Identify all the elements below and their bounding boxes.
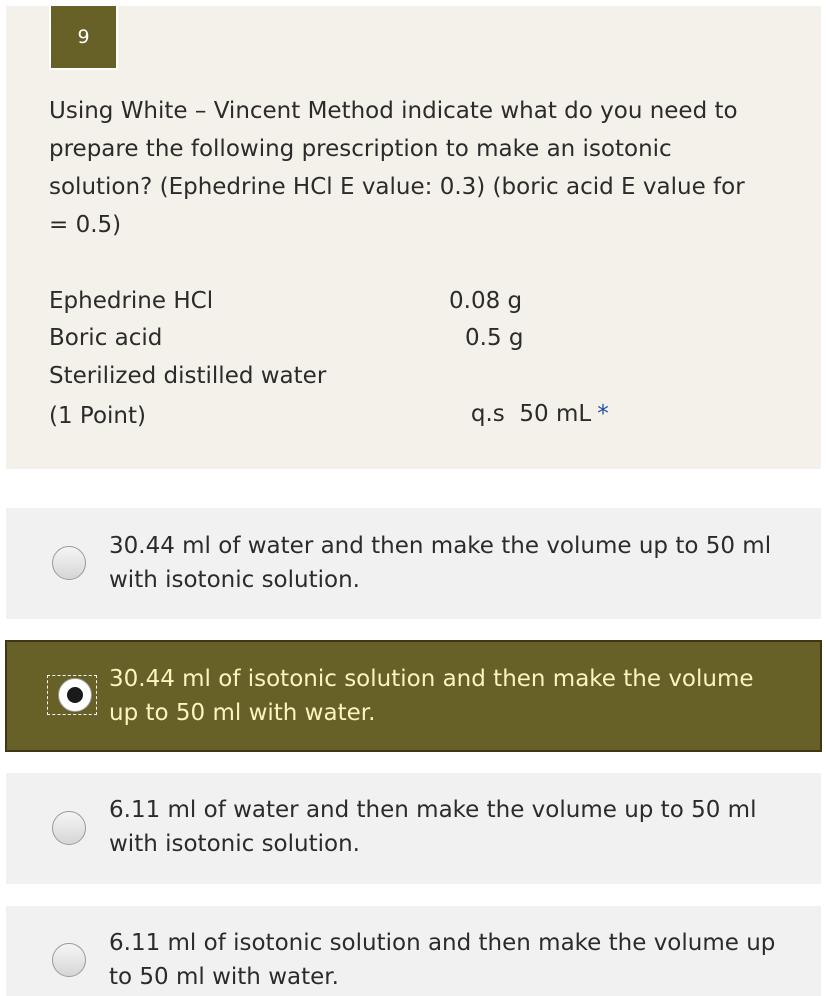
prescription-item-amount: 0.5 g (465, 325, 524, 351)
question-card (6, 6, 821, 469)
radio-button[interactable] (52, 811, 86, 845)
answer-option-2[interactable] (5, 640, 822, 752)
points-label: (1 Point) (49, 403, 146, 429)
question-text: Using White – Vincent Method indicate what do you need to prepare the following prescription to make an isotonic solution? (Ephedrine HCl E value: 0.3) (boric acid E value for = 0.5) (49, 98, 745, 238)
prescription-item-name: Ephedrine HCl (49, 288, 214, 314)
answer-option-label: 30.44 ml of water and then make the volume up to 50 ml with isotonic solution. (109, 533, 772, 593)
required-marker: * (597, 401, 609, 427)
prescription-item-amount: q.s 50 mL (470, 401, 592, 427)
prescription-item-amount: 0.08 g (449, 288, 523, 314)
radio-button[interactable] (52, 546, 86, 580)
answer-option-1[interactable] (6, 508, 821, 619)
radio-button[interactable] (52, 943, 86, 977)
answer-option-label: 6.11 ml of isotonic solution and then make the volume up to 50 ml with water. (109, 930, 776, 990)
question-number: 9 (49, 6, 118, 70)
prescription-item-name: Boric acid (49, 325, 163, 351)
prescription-item-name: Sterilized distilled water (49, 363, 327, 389)
radio-button-selected[interactable] (58, 678, 92, 712)
answer-option-label: 6.11 ml of water and then make the volume up to 50 ml with isotonic solution. (109, 797, 757, 857)
answer-option-4[interactable] (6, 906, 821, 996)
answer-option-3[interactable] (6, 773, 821, 884)
answer-option-label: 30.44 ml of isotonic solution and then make the volume up to 50 ml with water. (109, 666, 754, 726)
